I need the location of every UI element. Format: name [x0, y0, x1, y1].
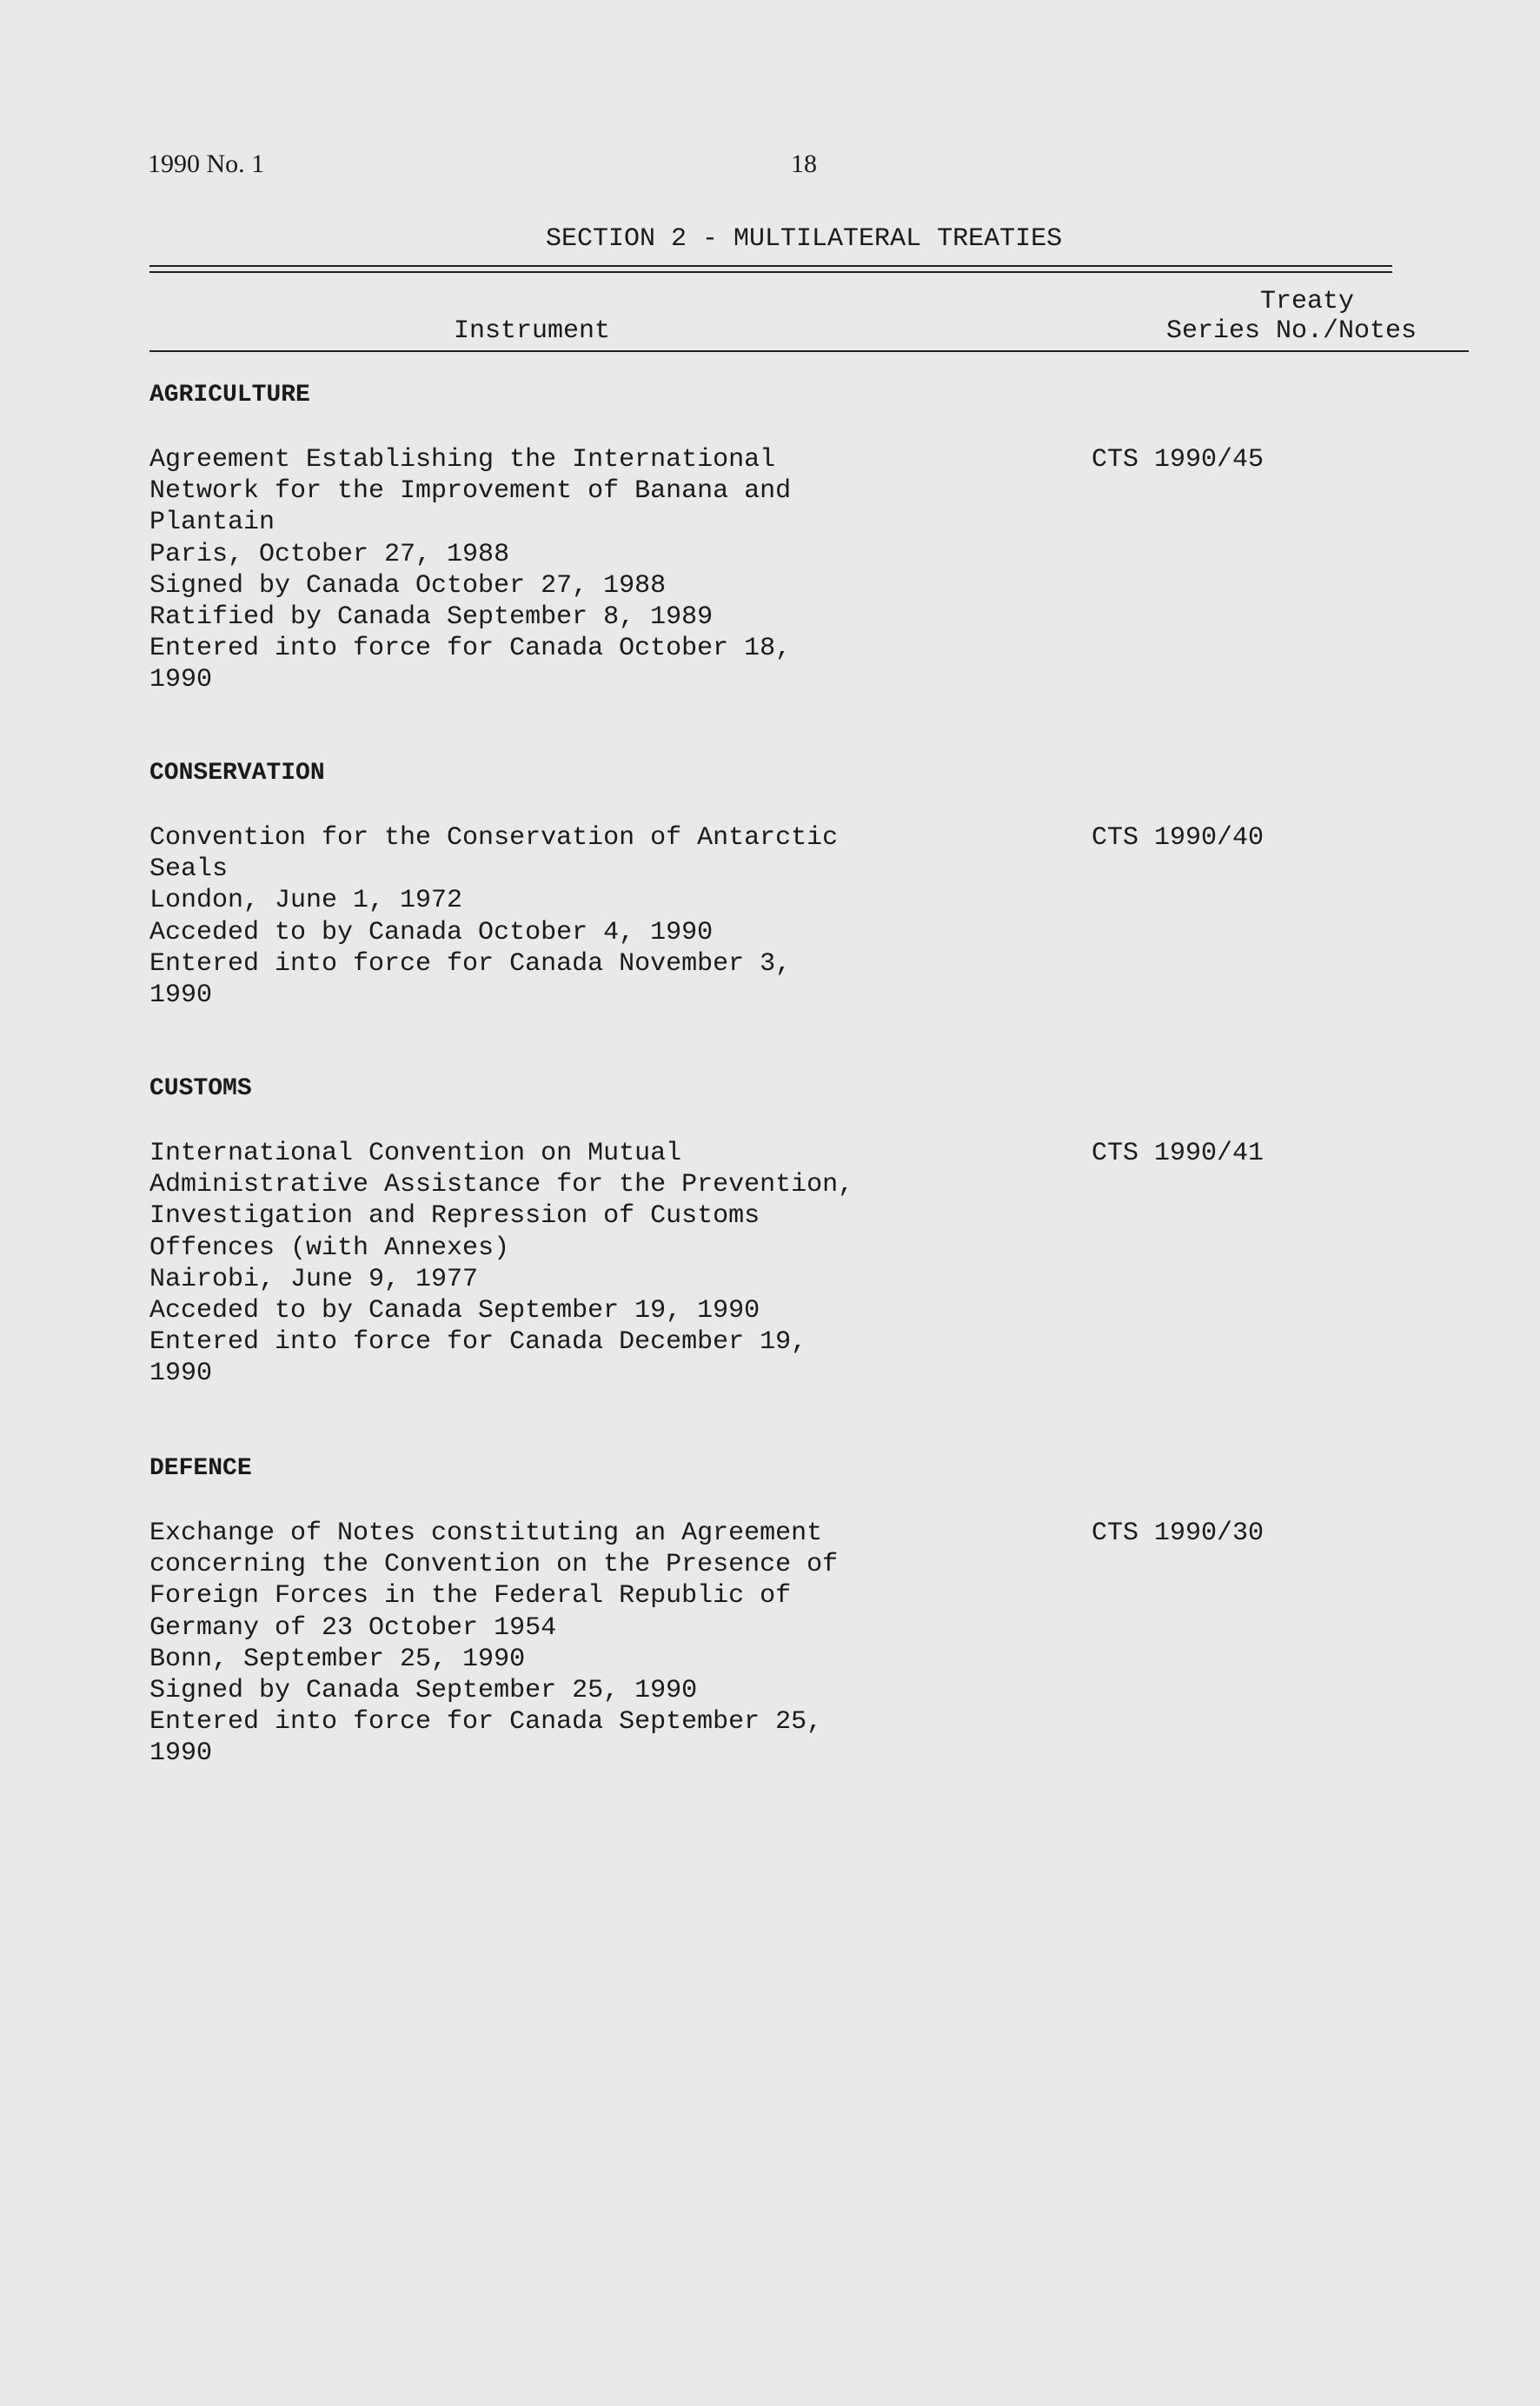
entry-line: 1990 — [149, 1738, 213, 1769]
treaty-entry — [149, 444, 1418, 696]
entry-line: Network for the Improvement of Banana and — [149, 476, 792, 507]
category-defence — [149, 1453, 1418, 1770]
entry-line: Foreign Forces in the Federal Republic of — [149, 1581, 792, 1612]
category-heading: CONSERVATION — [149, 760, 325, 787]
treaty-series-ref: CTS 1990/30 — [1092, 1519, 1265, 1548]
page-number: 18 — [791, 150, 817, 178]
column-header-series: Series No./Notes — [1166, 316, 1417, 346]
entry-line: Acceded to by Canada September 19, 1990 — [149, 1296, 760, 1326]
double-rule — [149, 265, 1392, 273]
treaty-series-ref: CTS 1990/45 — [1092, 445, 1265, 475]
entry-line: 1990 — [149, 980, 213, 1011]
entry-line: concerning the Convention on the Presence of — [149, 1550, 839, 1580]
treaty-series-ref: CTS 1990/40 — [1092, 823, 1265, 853]
category-heading: AGRICULTURE — [149, 382, 310, 409]
category-customs — [149, 1073, 1418, 1390]
entry-line: Paris, October 27, 1988 — [149, 539, 510, 569]
section-title: SECTION 2 - MULTILATERAL TREATIES — [546, 224, 1063, 254]
column-header-treaty: Treaty — [1260, 287, 1355, 316]
category-agriculture — [149, 380, 1418, 696]
entry-line: Ratified by Canada September 8, 1989 — [149, 602, 714, 633]
header-rule — [149, 350, 1469, 352]
entry-line: Signed by Canada October 27, 1988 — [149, 570, 667, 601]
entry-line: Entered into force for Canada October 18, — [149, 634, 792, 664]
treaty-series-ref: CTS 1990/41 — [1092, 1139, 1265, 1168]
document-reference: 1990 No. 1 — [148, 150, 265, 178]
entry-line: Entered into force for Canada November 3, — [149, 948, 792, 979]
entry-line: Exchange of Notes constituting an Agreement — [149, 1519, 823, 1548]
category-heading: DEFENCE — [149, 1455, 252, 1482]
entry-line: 1990 — [149, 665, 213, 695]
entry-line: Agreement Establishing the International — [149, 445, 776, 475]
entry-line: Convention for the Conservation of Antarctic — [149, 823, 839, 853]
entry-line: Acceded to by Canada October 4, 1990 — [149, 917, 714, 947]
entry-line: Administrative Assistance for the Prevention, — [149, 1170, 854, 1200]
entry-line: 1990 — [149, 1359, 213, 1389]
category-conservation — [149, 758, 1418, 1011]
entry-line: Signed by Canada September 25, 1990 — [149, 1676, 698, 1706]
entry-line: Germany of 23 October 1954 — [149, 1612, 557, 1643]
entry-line: London, June 1, 1972 — [149, 886, 463, 916]
entry-line: Entered into force for Canada September 25, — [149, 1707, 823, 1738]
treaty-entry — [149, 1518, 1418, 1770]
entry-line: Entered into force for Canada December 19, — [149, 1327, 807, 1358]
treaty-entry — [149, 1138, 1418, 1390]
entry-line: Nairobi, June 9, 1977 — [149, 1264, 479, 1294]
entry-line: Offences (with Annexes) — [149, 1233, 510, 1263]
entry-line: Investigation and Repression of Customs — [149, 1201, 760, 1232]
entry-line: International Convention on Mutual — [149, 1139, 682, 1168]
entry-line: Bonn, September 25, 1990 — [149, 1644, 526, 1674]
treaty-entry — [149, 822, 1418, 1011]
column-header-instrument: Instrument — [454, 316, 611, 346]
entry-line: Seals — [149, 854, 229, 885]
category-heading: CUSTOMS — [149, 1075, 252, 1102]
entry-line: Plantain — [149, 508, 275, 538]
